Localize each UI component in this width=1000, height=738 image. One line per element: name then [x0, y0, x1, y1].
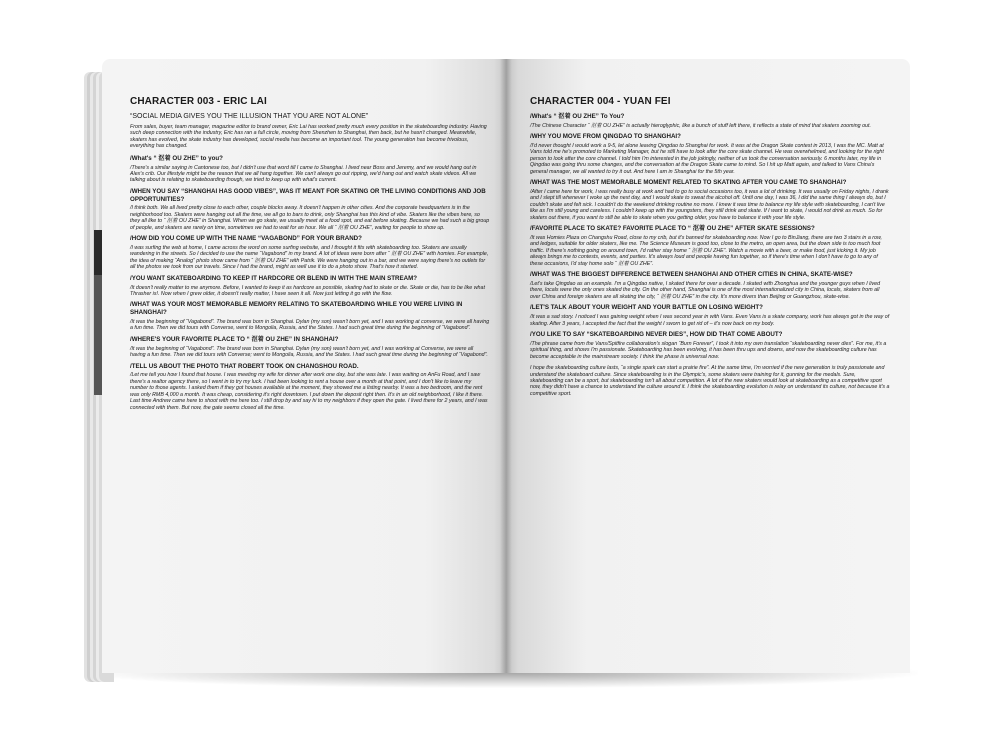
page-edge-mark — [94, 275, 102, 395]
interview-question: /HOW DID YOU COME UP WITH THE NAME “VAGABOND” FOR YOUR BRAND? — [130, 235, 362, 243]
interview-question: /WHAT WAS THE BIGGEST DIFFERENCE BETWEEN SHANGHAI AND OTHER CITIES IN CHINA, SKATE-WISE? — [530, 271, 853, 279]
interview-answer: I hope the skateboarding culture lasts, “a single spark can start a prairie fire”. At the same time, I'm worried if the new generation is truly passionate and understand the skateboard culture. Since skateboarding is in the Olympic's, some skaters were training for it, gunning for the medals. Sure, skateboarding can be a sport, but skateboarding isn't all about competition. A lot of the new skaters would look at skateboarding as a competitive sport now, they didn't have a chance to understand the culture around it. I think the skateboarding evolution is relay on understand its culture, not because it's a competitive sport. — [530, 365, 890, 397]
book-spine — [500, 59, 512, 673]
interview-question: /LET'S TALK ABOUT YOUR WEIGHT AND YOUR BATTLE ON LOSING WEIGHT? — [530, 304, 763, 312]
interview-answer: /It was the beginning of “Vagabond”. The brand was born in Shanghai. Dylan (my son) wasn't born yet, and I was working at Converse, we were all having a fun time. Then we did tours with Converse; went to Mongolia, Russia, and the States. I had such great time during the beginning of “Vagabond”. — [130, 345, 488, 359]
character-003-title: CHARACTER 003 - ERIC LAI — [130, 96, 267, 107]
interview-question: /WHEN YOU SAY “SHANGHAI HAS GOOD VIBES”, WAS IT MEANT FOR SKATING OR THE LIVING CONDITIONS AND JOB OPPORTUNITIES? — [130, 187, 486, 203]
interview-answer: /It was a sad story. I noticed I was gaining weight when I was second year in with Vans. Even Vans is a skate company, work has always got in the way of skating. After 3 years, I accepted the fact that the weight I sworn to get rid of – it's now back on my body. — [530, 314, 890, 327]
interview-answer: /There's a similar saying in Cantonese too, but I didn't use that word till I came to Shanghai. I lived near Boss and Jeremy, and we would hang out in Alex's crib. Our lifestyle might be the reason that we all hang together. We can't always go out ripping, we'd hang out and watch skate videos. All we talking about is relating to skateboarding though, we tried to keep up with what's current. — [130, 164, 477, 184]
interview-question: /What's “ 沤着 OU ZHE” to you? — [130, 154, 223, 162]
interview-question: /TELL US ABOUT THE PHOTO THAT ROBERT TOOK ON CHANGSHOU ROAD. — [130, 362, 359, 370]
interview-answer: /The Chinese Character “ 沤着 OU ZHE” is actually hieroglyphic, like a bunch of stuff left there, it reflects a state of mind that skaters zooming out. — [530, 122, 871, 129]
interview-answer: /The phrase came from the Vans/Spitfire collaboration's slogan “Burn Forever”, I took it into my own translation “skateboarding never dies”. For me, it's a spiritual thing, and shows I'm passionate. Skateboarding has been evolving, it has been thru ups and downs, and now the skateboarding culture has become acceptable in the mainstream society. I think the phase is universal now. — [530, 340, 887, 360]
interview-answer: /I think both. We all lived pretty close to each other, couple blocks away. It doesn't happen in other cities. And the corporate headquarters is in the neighborhood too. Skaters were hanging out all the time, we all go to bars to drink, only Shanghai has this kind of vibe. Skaters like the vibes here, so they all like to “ 沤着 OU ZHE” in Shanghai. When we go skate, we usually meet at a food spot, and eat before skating. Because we had such a big group of people, and skaters are rarely on time, sometimes we had to wait for an hour. We all “ 沤着 OU ZHE”, waiting for people to show up. — [130, 205, 490, 231]
interview-answer: /It was Homies Plaza on Changshu Road, close to my crib, but it's banned for skateboarding now. Now I go to BinJiang, there are two 3 stairs in a row, and ledges, suitable for older skaters, like me. The Science Museum is good too, close to the metro, an open area, but the down side is too much foot traffic. If there's nothing going on around town, I'd rather stay home “ 沤着 OU ZHE”. Watch a movie with a beer, or make food, just kicking it. My job always brings me to contests, events, and parties. It's always loud and people having fun together, so if there's time when I don't have to go to any of these occasions, I'd stay home solo “ 沤着 OU ZHE”. — [530, 234, 882, 267]
interview-question: /WHERE'S YOUR FAVORITE PLACE TO “ 沤着 OU ZHE” IN SHANGHAI? — [130, 335, 339, 343]
page-edge-mark — [94, 230, 102, 275]
interview-question: /WHAT WAS THE MOST MEMORABLE MOMENT RELATED TO SKATING AFTER YOU CAME TO SHANGHAI? — [530, 179, 847, 187]
interview-answer: /It was the beginning of “Vagabond”. The brand was born in Shanghai. Dylan (my son) wasn't born yet, and I was working at converse, we were all having a fun time. Then we did tours with Converse, went to Mongolia, Russia, and the States. I had such great time during the beginning of “Vagabond”. — [130, 318, 490, 332]
right-page-content — [530, 96, 890, 399]
right-qa-list — [530, 113, 890, 397]
left-page-content — [130, 96, 490, 413]
interview-answer: /After I came here for work, I was really busy at work and had to go to social occasions too, it was a lot of drinking. It was usually on Friday nights, I drank and I slept till whenever I woke up the next day, and I would skate to sweat the alcohol off. Until one day, I was 36, I did the same thing I always do, but I couldn't skate and felt sick. I couldn't do the weekend drinking routine no more. I knew it was time to balance my life style with skateboarding, I can't live like as I'm still young and careless. I couldn't keep up with the youngsters, they still drink and skate. If I want to skate, I would not drink as much. So for skaters out there, if you want to still be able to skate when you getting older, you have to balance it with your life style. — [530, 188, 889, 221]
interview-question: /FAVORITE PLACE TO SKATE? FAVORITE PLACE TO “ 沤着 OU ZHE” AFTER SKATE SESSIONS? — [530, 225, 815, 233]
interview-question: /YOU LIKE TO SAY “SKATEBOARDING NEVER DIES”, HOW DID THAT COME ABOUT? — [530, 331, 783, 339]
left-page — [102, 59, 506, 673]
interview-question: /YOU WANT SKATEBOARDING TO KEEP IT HARDCORE OR BLEND IN WITH THE MAIN STREAM? — [130, 274, 418, 282]
pull-quote: “SOCIAL MEDIA GIVES YOU THE ILLUSION THAT YOU ARE NOT ALONE” — [130, 113, 369, 120]
interview-question: /WHY YOU MOVE FROM QINGDAO TO SHANGHAI? — [530, 133, 681, 141]
left-qa-list — [130, 155, 490, 411]
intro-paragraph: From sales, buyer, team manager, magazine editor to brand owner, Eric Lai has worked pretty much every position in the skateboarding industry. Having such deep connection with the industry, Eric has ran a full circle, moving from Shenzhen to Shanghai, then back, but he hasn't changed. Meanwhile, skaters has evolved, the skate industry has developed, social media has become an important tool. The young generation has become frivolous, everything has changed. — [130, 124, 487, 150]
interview-question: /WHAT WAS YOUR MOST MEMORABLE MEMORY RELATING TO SKATEBOARDING WHILE YOU WERE LIVING IN SHANGHAI? — [130, 301, 463, 317]
interview-answer: /It doesn't really matter to me anymore. Before, I wanted to keep it as hardcore as possible, skating had to skate or die. Skate or die, has to be like what Thrasher is!. Now when I grew older, it doesn't really matter, I have seen it all. Now just letting it go with the flow. — [130, 284, 485, 297]
interview-question: /What's “ 沤着 OU ZHE” To You? — [530, 113, 625, 120]
interview-answer: /Let's take Qingdao as an example. I'm a Qingdao native, I skated there for over a decade. I skated with Zhonghua and the younger guys when I lived there, locals were the only ones skated the city. On the other hand, Shanghai is one of the most internationalized city in China, locals, skaters from all over China and foreign skaters are all skating the city, “ 沤着 OU ZHE” in the city. It's more divers than Beijing or Guangzhou, skate-wise. — [530, 281, 881, 300]
character-004-title: CHARACTER 004 - YUAN FEI — [530, 96, 671, 107]
interview-answer: /I'd never thought I would work a 9-5, let alone leaving Qingdao to Shanghai for work. It was at the Dragon Skate contest in 2013, I was the MC. Matt at Vans told me he's promoted to Marketing Manager, but he still have to look after the core skate channel. He was overwhelmed, and looking for the right person to look after the core channel. I told him I'm interested in the job jokingly, neither of us took the conversation seriously. 6 months later, my life in Qingdao was going thru some changes, and the conversation at the Dragon Skate came to mind. So I hit up Matt again, and talked to Vans China's general manager, we all wanted to try it out. And here I am in Shanghai for the 5th year. — [530, 142, 884, 175]
right-page — [506, 59, 910, 673]
interview-answer: /I was surfing the web at home, I came across the word on some surfing website, and I thought it fits with skateboarding too. Skaters are usually wandering in the streets. So I decided to use the name “Vagabond” in my brand. A lot of ideas were born after “ 沤着 OU ZHE” with homies. For example, the idea of making “Analog” photo show came from “ 沤着 OU ZHE” with Patrik. We were hanging out in a bar, and we were saying there's no outlets for all the photos we took from our travels. Since I had the brand, might as well use it to do a photo show. That's how it started. — [130, 244, 489, 271]
interview-answer: /Let me tell you how I found that house. I was meeting my wife for dinner after work one day, but she was late. I was waiting on AnFu Road, and I saw there's a realtor agency there, so I went in to try my luck. I had been looking to rent a house over a month at that point, and I don't like to leave my number to those agents. I asked them if they got houses available at the moment, they showed me a listing nearby. It was a two bedroom, and the rent was only RMB 4,000 a month. It was cheap, considering it's right downtown. I put down the deposit right then. It's in an old neighborhood, I like it there. Last time Andrew came here to shoot with me here too. I still drop by and say hi to my neighbors if they open the gate. I lived there for 2 years, and I was connected with them. But now, the gate seems closed all the time. — [130, 372, 488, 411]
